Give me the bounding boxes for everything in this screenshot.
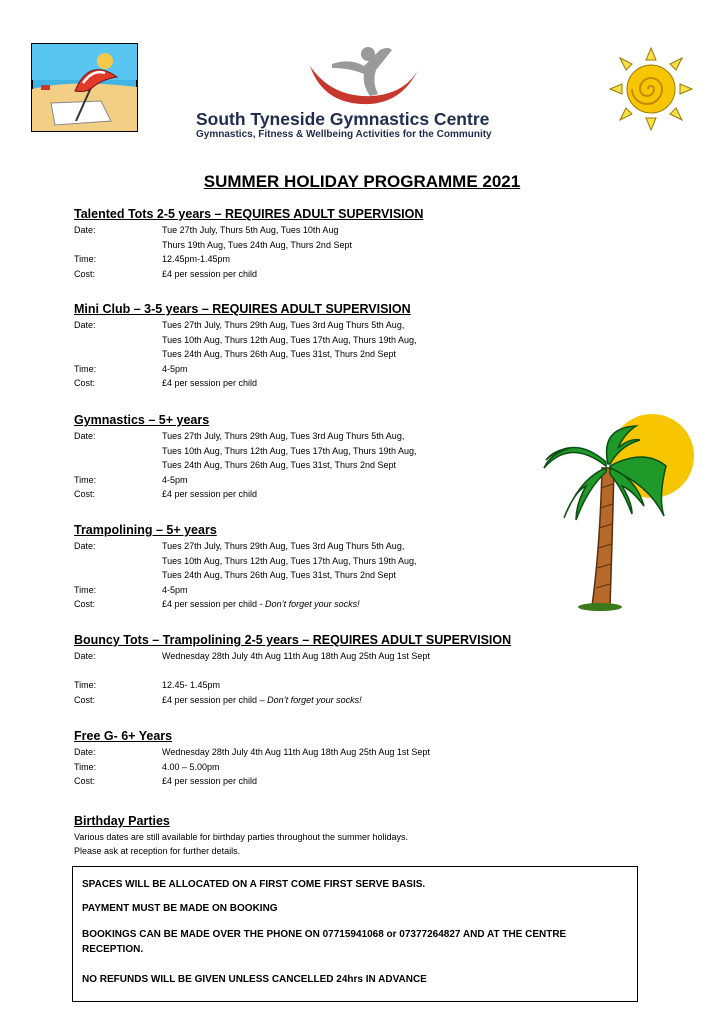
time-label: Time: [74,254,97,265]
cost-value: £4 per session per child [162,776,258,787]
notice-line: SPACES WILL BE ALLOCATED ON A FIRST COME FIRST SERVE BASIS. [82,879,426,890]
time-value: 12.45pm-1.45pm [162,254,231,265]
date-label: Date: [74,225,96,235]
org-name: South Tyneside Gymnastics Centre [196,109,490,129]
date-line: Tues 27th July, Thurs 29th Aug, Tues 3rd Aug Thurs 5th Aug, [162,320,405,330]
date-line: Thurs 19th Aug, Tues 24th Aug, Thurs 2nd Sept [162,239,352,250]
date-label: Date: [74,320,96,330]
date-line: Tues 24th Aug, Thurs 26th Aug, Tues 31st, Thurs 2nd Sept [162,570,396,581]
cost-value: £4 per session per child [162,489,258,500]
cost-label: Cost: [74,694,96,705]
gymnast-logo-icon [306,44,420,110]
birthday-text: Various dates are still available for birthday parties throughout the summer holidays. [74,832,409,842]
time-value: 4-5pm [162,474,188,485]
notice-line: PAYMENT MUST BE MADE ON BOOKING [82,903,278,914]
cost-label: Cost: [74,776,96,787]
date-label: Date: [74,747,96,757]
sun-icon [608,46,694,132]
section-heading: Bouncy Tots – Trampolining 2-5 years – REQUIRES ADULT SUPERVISION [74,633,512,647]
cost-note: - Don’t forget your socks! [257,599,360,610]
date-line: Tues 10th Aug, Thurs 12th Aug, Tues 17th Aug, Thurs 19th Aug, [162,445,417,456]
date-line: Tues 24th Aug, Thurs 26th Aug, Tues 31st, Thurs 2nd Sept [162,460,396,471]
section-heading: Birthday Parties [74,814,170,828]
time-label: Time: [74,363,97,374]
birthday-text: Please ask at reception for further details. [74,846,241,856]
cost-value: £4 per session per child [162,268,258,279]
date-label: Date: [74,431,96,441]
section-talented-tots [74,206,634,281]
date-line: Tues 10th Aug, Thurs 12th Aug, Tues 17th Aug, Thurs 19th Aug, [162,334,417,345]
cost-label: Cost: [74,378,96,389]
time-label: Time: [74,680,97,691]
time-value: 4-5pm [162,363,188,374]
cost-label: Cost: [74,489,96,500]
date-line: Tues 10th Aug, Thurs 12th Aug, Tues 17th Aug, Thurs 19th Aug, [162,555,417,566]
palm-tree-icon [540,408,698,612]
date-line: Tues 27th July, Thurs 29th Aug, Tues 3rd Aug Thurs 5th Aug, [162,541,405,551]
cost-value: £4 per session per child [162,694,258,705]
section-free-g [74,728,634,789]
date-line: Tues 24th Aug, Thurs 26th Aug, Tues 31st, Thurs 2nd Sept [162,349,396,360]
date-line: Wednesday 28th July 4th Aug 11th Aug 18th Aug 25th Aug 1st Sept [162,747,430,757]
time-value: 4.00 – 5.00pm [162,761,220,772]
page-title: SUMMER HOLIDAY PROGRAMME 2021 [203,172,521,191]
time-label: Time: [74,474,97,485]
section-heading: Trampolining – 5+ years [74,523,217,537]
notice-line: NO REFUNDS WILL BE GIVEN UNLESS CANCELLED 24hrs IN ADVANCE [82,974,427,985]
section-bouncy-tots [74,632,634,707]
date-line: Wednesday 28th July 4th Aug 11th Aug 18th Aug 25th Aug 1st Sept [162,651,430,661]
booking-notice-box [72,866,638,1002]
org-tagline: Gymnastics, Fitness & Wellbeing Activities for the Community [196,129,492,140]
date-line: Tue 27th July, Thurs 5th Aug, Tues 10th Aug [162,225,339,235]
cost-label: Cost: [74,268,96,279]
date-line: Tues 27th July, Thurs 29th Aug, Tues 3rd Aug Thurs 5th Aug, [162,431,405,441]
beach-umbrella-icon [31,43,138,132]
time-value: 4-5pm [162,584,188,595]
time-value: 12.45- 1.45pm [162,680,221,691]
cost-value: £4 per session per child [162,599,258,610]
section-heading: Talented Tots 2-5 years – REQUIRES ADULT SUPERVISION [74,207,424,221]
date-label: Date: [74,541,96,551]
section-birthday-parties [74,813,634,858]
cost-note: – Don’t forget your socks! [257,694,362,705]
date-label: Date: [74,651,96,661]
time-label: Time: [74,761,97,772]
section-heading: Free G- 6+ Years [74,729,173,743]
cost-label: Cost: [74,599,96,610]
section-heading: Mini Club – 3-5 years – REQUIRES ADULT SUPERVISION [74,302,411,316]
notice-line: BOOKINGS CAN BE MADE OVER THE PHONE ON 07715941068 or 07377264827 AND AT THE CENTRE RECEPTION. [82,929,567,955]
section-heading: Gymnastics – 5+ years [74,413,210,427]
section-mini-club [74,301,634,391]
time-label: Time: [74,584,97,595]
cost-value: £4 per session per child [162,378,258,389]
